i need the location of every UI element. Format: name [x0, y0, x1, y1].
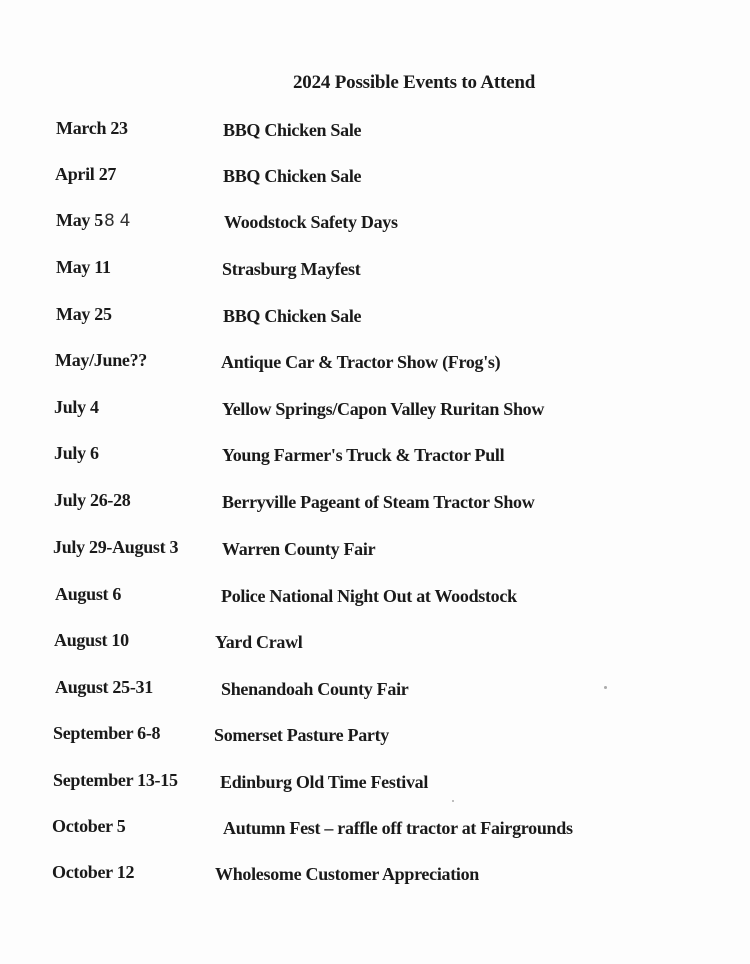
- event-row: [0, 164, 750, 194]
- event-name: BBQ Chicken Sale: [223, 306, 362, 326]
- event-date: March 23: [56, 118, 128, 138]
- event-name: Berryville Pageant of Steam Tractor Show: [222, 492, 535, 512]
- event-name: BBQ Chicken Sale: [223, 120, 362, 140]
- event-row: [0, 770, 750, 800]
- event-row: [0, 397, 750, 427]
- event-date: July 29-August 3: [53, 537, 179, 557]
- event-name: BBQ Chicken Sale: [223, 166, 362, 186]
- event-date: October 12: [52, 862, 135, 882]
- event-date-with-handwritten-edit: [56, 210, 130, 231]
- event-date: May/June??: [55, 350, 148, 370]
- event-name: Woodstock Safety Days: [224, 212, 398, 232]
- event-row: [0, 350, 750, 380]
- event-row: [0, 210, 750, 240]
- event-name: Edinburg Old Time Festival: [220, 772, 429, 792]
- event-date: September 13-15: [53, 770, 178, 790]
- event-name: Somerset Pasture Party: [214, 725, 390, 745]
- event-row: [0, 443, 750, 473]
- scan-speck: [452, 800, 454, 802]
- event-name: Autumn Fest – raffle off tractor at Fairgrounds: [223, 818, 573, 838]
- event-date: October 5: [52, 816, 126, 836]
- event-row: [0, 537, 750, 567]
- event-row: [0, 584, 750, 614]
- event-date: September 6-8: [53, 723, 161, 743]
- event-row: [0, 630, 750, 660]
- event-date: May 25: [56, 304, 112, 324]
- scan-speck: [604, 686, 607, 689]
- event-name: Antique Car & Tractor Show (Frog's): [221, 352, 501, 372]
- event-date: April 27: [55, 164, 117, 184]
- event-row: [0, 816, 750, 846]
- event-row: [0, 677, 750, 707]
- event-date: May 11: [56, 257, 111, 277]
- event-name: Strasburg Mayfest: [222, 259, 361, 279]
- event-name: Police National Night Out at Woodstock: [221, 586, 517, 606]
- page-title: 2024 Possible Events to Attend: [293, 72, 536, 93]
- event-date: July 6: [54, 443, 99, 463]
- event-row: [0, 304, 750, 334]
- event-name: Yellow Springs/Capon Valley Ruritan Show: [222, 399, 545, 419]
- event-name: Young Farmer's Truck & Tractor Pull: [222, 445, 505, 465]
- event-date: August 6: [55, 584, 122, 604]
- event-date: July 26-28: [54, 490, 131, 510]
- event-name: Shenandoah County Fair: [221, 679, 409, 699]
- event-row: [0, 723, 750, 753]
- event-date: August 25-31: [55, 677, 153, 697]
- event-name: Wholesome Customer Appreciation: [215, 864, 480, 884]
- event-name: Yard Crawl: [215, 632, 303, 652]
- event-row: [0, 862, 750, 892]
- event-row: [0, 257, 750, 287]
- event-date: May 5: [56, 210, 103, 230]
- event-row: [0, 490, 750, 520]
- handwritten-correction: 8 4: [104, 211, 131, 231]
- event-name: Warren County Fair: [222, 539, 376, 559]
- event-date: July 4: [54, 397, 99, 417]
- event-date: August 10: [54, 630, 129, 650]
- event-row: [0, 118, 750, 148]
